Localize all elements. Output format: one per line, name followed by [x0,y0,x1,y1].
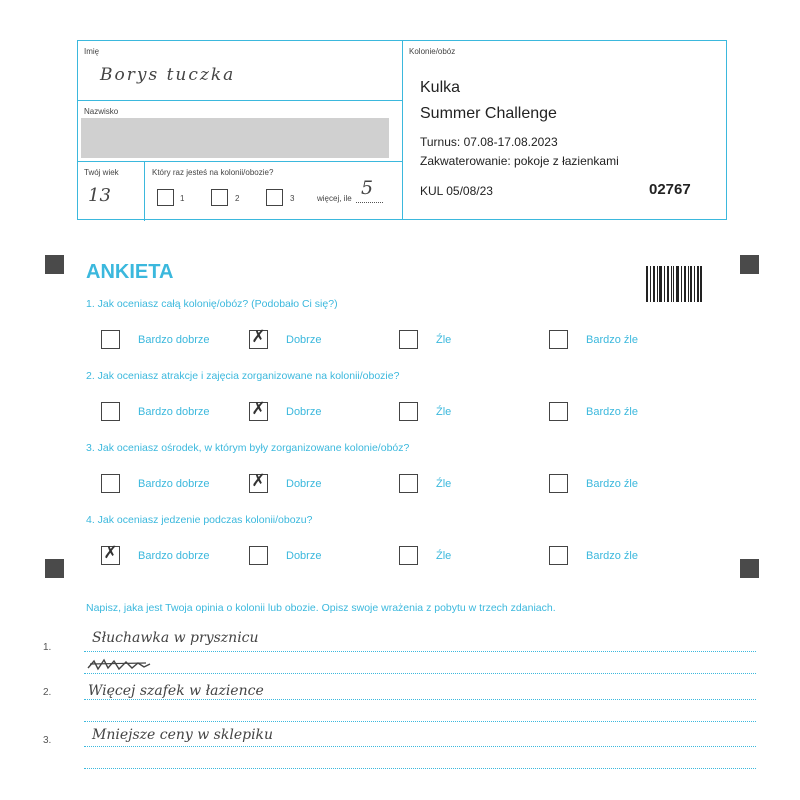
opinion-line-3-text[interactable]: Mniejsze ceny w sklepiku [92,727,274,743]
q2-option-2-checkbox[interactable] [249,399,268,421]
registration-marker-top-left [45,255,64,274]
q1-option-1-checkbox[interactable] [101,330,120,349]
surname-redacted [81,118,389,158]
opinion-dotted-line [84,651,756,652]
opinion-line-3-number: 3. [43,735,52,746]
barcode [646,266,702,302]
question-3-text: 3. Jak oceniasz ośrodek, w którym były zorganizowane kolonie/obóz? [86,442,410,454]
q2-option-1-checkbox[interactable] [101,402,120,421]
q4-option-4-checkbox[interactable] [549,546,568,565]
q2-option-4-checkbox[interactable] [549,402,568,421]
name-label: Imię [84,47,100,56]
q4-option-3-checkbox[interactable] [399,546,418,565]
times-checkbox-3[interactable] [266,189,283,206]
camp-code: KUL 05/08/23 [420,184,493,198]
age-divider [144,161,145,221]
opinion-dotted-line [84,699,756,700]
checkmark-icon: ✗ [103,543,118,563]
q3-option-1-checkbox[interactable] [101,474,120,493]
q1-option-4-label: Bardzo źle [586,334,638,346]
checkmark-icon: ✗ [251,471,266,491]
q1-option-2-label: Dobrze [286,334,322,346]
times-checkbox-2[interactable] [211,189,228,206]
registration-marker-bottom-left [45,559,64,578]
registration-marker-bottom-right [740,559,759,578]
opinion-line-2-number: 2. [43,687,52,698]
question-2-text: 2. Jak oceniasz atrakcje i zajęcia zorganizowane na kolonii/obozie? [86,370,400,382]
q4-option-1-checkbox[interactable] [101,543,120,565]
question-4-text: 4. Jak oceniasz jedzenie podczas kolonii/obozu? [86,514,313,526]
q3-option-4-label: Bardzo źle [586,478,638,490]
opinion-line-1-number: 1. [43,642,52,653]
q4-option-2-label: Dobrze [286,550,322,562]
times-label: Który raz jesteś na kolonii/obozie? [152,168,274,177]
camp-label: Kolonie/obóz [409,47,456,56]
opinion-dotted-line [84,721,756,722]
q4-option-3-label: Źle [436,550,452,562]
age-label: Twój wiek [84,168,119,177]
accommodation-text: Zakwaterowanie: pokoje z łazienkami [420,154,619,168]
row-divider-2 [78,161,403,162]
header-divider [402,41,403,219]
times-more-dots [356,202,383,203]
opinion-line-1-text[interactable]: Słuchawka w prysznicu [92,630,259,646]
row-divider-1 [78,100,403,101]
q2-option-2-label: Dobrze [286,406,322,418]
opinion-dotted-line [84,768,756,769]
times-more-value[interactable]: 5 [361,177,374,199]
q3-option-1-label: Bardzo dobrze [138,478,210,490]
q3-option-3-label: Źle [436,478,452,490]
camp-program: Summer Challenge [420,105,557,122]
q1-option-3-label: Źle [436,334,452,346]
turnus-text: Turnus: 07.08-17.08.2023 [420,135,558,149]
q1-option-1-label: Bardzo dobrze [138,334,210,346]
times-checkbox-1[interactable] [157,189,174,206]
times-option-3: 3 [290,194,295,203]
times-more-label: więcej, ile [317,194,352,203]
q3-option-3-checkbox[interactable] [399,474,418,493]
q2-option-1-label: Bardzo dobrze [138,406,210,418]
q3-option-2-label: Dobrze [286,478,322,490]
checkmark-icon: ✗ [251,399,266,419]
q2-option-3-checkbox[interactable] [399,402,418,421]
q4-option-4-label: Bardzo źle [586,550,638,562]
checkmark-icon: ✗ [251,327,266,347]
surname-label: Nazwisko [84,107,119,116]
opinion-prompt: Napisz, jaka jest Twoja opinia o kolonii lub obozie. Opisz swoje wrażenia z pobytu w trzech zdaniach. [86,602,556,614]
times-option-1: 1 [180,194,185,203]
q2-option-3-label: Źle [436,406,452,418]
survey-title: ANKIETA [86,261,174,283]
registration-marker-top-right [740,255,759,274]
age-value[interactable]: 13 [88,185,111,206]
opinion-dotted-line [84,746,756,747]
q1-option-2-checkbox[interactable] [249,327,268,349]
opinion-line-2-text[interactable]: Więcej szafek w łazience [88,683,264,699]
question-1-text: 1. Jak oceniasz całą kolonię/obóz? (Podobało Ci się?) [86,298,338,310]
q1-option-3-checkbox[interactable] [399,330,418,349]
camp-name: Kulka [420,79,461,96]
times-option-2: 2 [235,194,240,203]
opinion-dotted-line [84,673,756,674]
header-form [77,40,727,220]
q4-option-2-checkbox[interactable] [249,546,268,565]
q1-option-4-checkbox[interactable] [549,330,568,349]
form-number: 02767 [649,181,691,198]
q2-option-4-label: Bardzo źle [586,406,638,418]
q3-option-4-checkbox[interactable] [549,474,568,493]
q3-option-2-checkbox[interactable] [249,471,268,493]
q4-option-1-label: Bardzo dobrze [138,550,210,562]
scribble-mark [86,658,152,672]
name-value[interactable]: Borys tuczka [100,65,236,85]
